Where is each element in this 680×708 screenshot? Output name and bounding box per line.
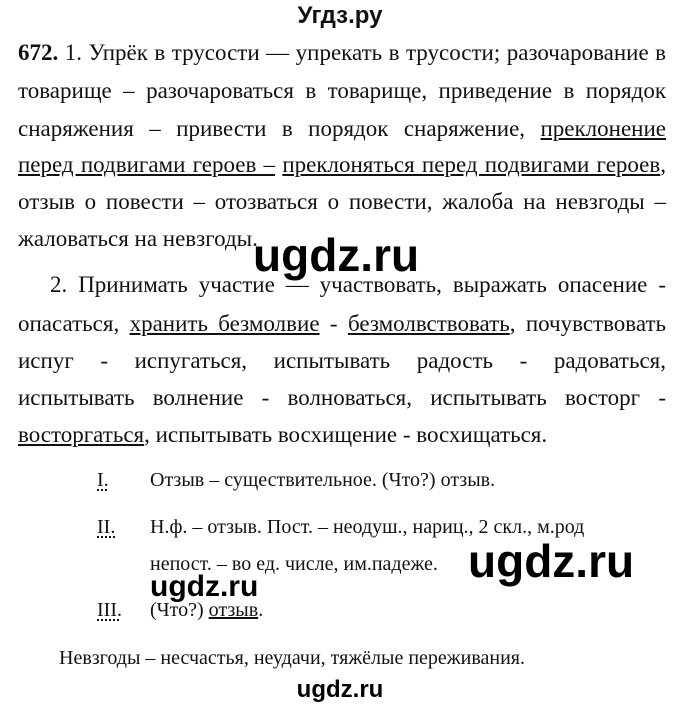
underlined-phrase: перед подвигами героев –: [18, 152, 276, 177]
part1-line3-text: снаряжения – привести в порядок снаряжение,: [18, 116, 526, 141]
part2-line5-rest: , испытывать восхищение - восхищаться.: [144, 422, 548, 447]
site-header: Угдз.ру: [297, 2, 383, 29]
part1-line4: [18, 152, 666, 178]
part2-line3: испуг - испугаться, испытывать радость - радоваться,: [18, 348, 666, 373]
part2-line5: [18, 422, 666, 448]
period: .: [258, 599, 264, 621]
punctuation: ,: [660, 152, 666, 177]
exercise-line-1: [18, 40, 666, 66]
question-word: (Что?): [150, 599, 204, 621]
exercise-number: 672.: [18, 40, 59, 65]
part2-line4: испытывать волнение - волноваться, испытывать восторг -: [18, 385, 666, 410]
underlined-phrase: хранить безмолвие: [129, 311, 320, 336]
watermark: ugdz.ru: [468, 535, 635, 587]
part1-line6: жаловаться на невзгоды.: [18, 226, 258, 251]
underlined-phrase: преклонение: [540, 116, 666, 141]
analysis-text-3: [150, 599, 263, 622]
part1-line1-text: 1. Упрёк в трусости — упрекать в трусости; разочарование в: [64, 40, 667, 65]
part2-line2-a: опасаться,: [18, 311, 120, 336]
underlined-phrase: безмолвствовать: [347, 311, 510, 336]
underlined-phrase: преклоняться перед подвигами героев: [282, 152, 661, 177]
watermark: ugdz.ru: [253, 229, 420, 281]
watermark: ugdz.ru: [150, 570, 259, 603]
underlined-word: отзыв: [208, 599, 259, 621]
part1-line3: [18, 116, 666, 142]
part2-line2-c: , почувствовать: [509, 311, 667, 336]
analysis-text-2a: Н.ф. – отзыв. Пост. – неодуш., нариц., 2 скл., м.род: [150, 516, 585, 538]
underlined-phrase: восторгаться: [18, 422, 145, 447]
watermark-footer: ugdz.ru: [296, 676, 384, 703]
analysis-text-1: Отзыв – существительное. (Что?) отзыв.: [150, 469, 496, 491]
part2-line2: [18, 311, 666, 337]
part2-line1: 2. Принимать участие — участвовать, выражать опасение -: [50, 272, 666, 297]
dash: -: [329, 311, 338, 336]
note-line: Невзгоды – несчастья, неудачи, тяжёлые переживания.: [59, 647, 525, 669]
part1-line5: отзыв о повести – отозваться о повести, жалоба на невзгоды –: [18, 189, 666, 214]
part1-line2: товарище – разочароваться в товарище, приведение в порядок: [18, 78, 666, 103]
analysis-label-2: II.: [97, 516, 116, 538]
analysis-text-2b: непост. – во ед. числе, им.падеже.: [150, 553, 438, 575]
analysis-label-1: I.: [97, 469, 109, 491]
analysis-label-3: III.: [97, 599, 122, 621]
